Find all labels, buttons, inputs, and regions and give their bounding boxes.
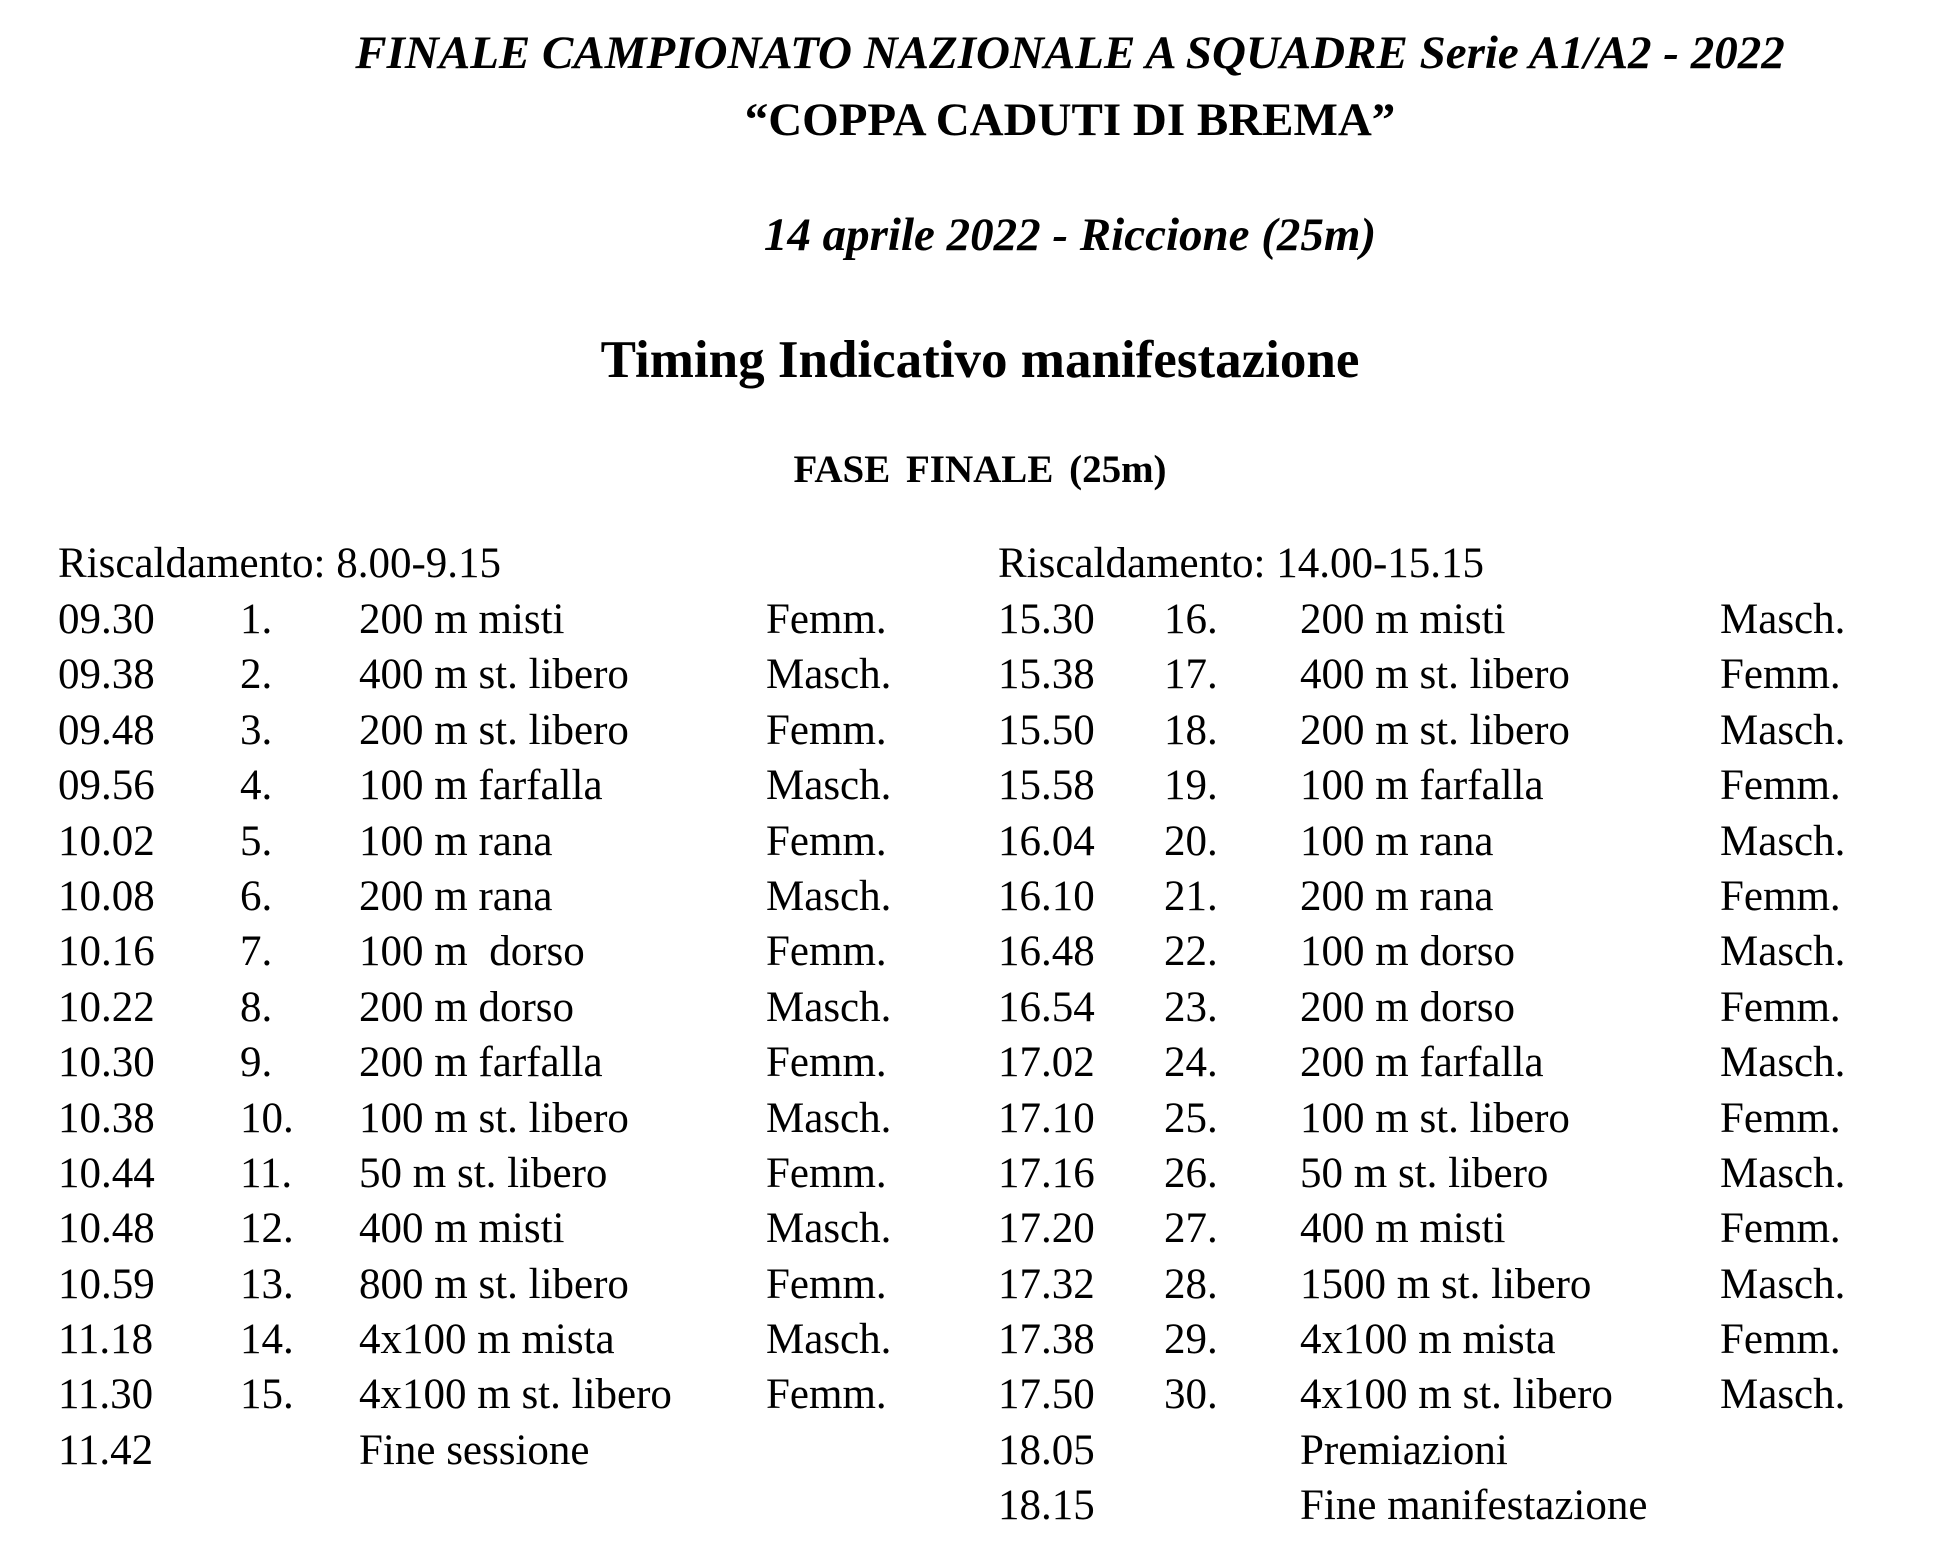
schedule-row	[58, 1201, 892, 1256]
event-name: 100 m rana	[1300, 817, 1494, 865]
event-time: 09.30	[58, 596, 155, 643]
event-category: Masch.	[1720, 1371, 1846, 1419]
schedule-row	[998, 980, 1841, 1035]
event-name: 100 m farfalla	[1300, 762, 1544, 810]
event-name: 200 m dorso	[359, 983, 574, 1031]
event-number: 3.	[240, 706, 273, 754]
schedule-row	[58, 1257, 887, 1312]
schedule-row	[58, 1312, 892, 1367]
event-number: 2.	[240, 651, 273, 699]
event-name: Fine sessione	[359, 1426, 590, 1474]
schedule-row	[58, 592, 887, 647]
event-time: 17.10	[998, 1094, 1095, 1142]
event-name: 4x100 m st. libero	[359, 1371, 672, 1419]
event-number: 19.	[1164, 762, 1218, 810]
document-title: FINALE CAMPIONATO NAZIONALE A SQUADRE Serie A1/A2 - 2022	[355, 27, 1785, 79]
event-number: 29.	[1164, 1316, 1218, 1364]
event-number: 18.	[1164, 706, 1218, 754]
schedule-row	[998, 1201, 1841, 1256]
event-name: 100 m dorso	[1300, 928, 1515, 976]
event-category: Masch.	[766, 1205, 892, 1253]
event-category: Masch.	[1720, 706, 1846, 754]
event-name: 400 m misti	[359, 1205, 565, 1253]
event-name: 100 m st. libero	[359, 1094, 629, 1142]
event-time: 09.48	[58, 706, 155, 754]
schedule-row	[58, 980, 892, 1035]
event-time: 10.59	[58, 1260, 155, 1308]
event-number: 9.	[240, 1039, 273, 1087]
event-number: 28.	[1164, 1260, 1218, 1308]
event-name: 200 m misti	[359, 596, 565, 643]
event-number: 14.	[240, 1316, 294, 1364]
event-name: 4x100 m st. libero	[1300, 1371, 1613, 1419]
event-name: 200 m farfalla	[359, 1039, 603, 1087]
event-name: 200 m misti	[1300, 596, 1506, 643]
morning-warmup: Riscaldamento: 8.00-9.15	[58, 540, 502, 587]
schedule-row	[998, 647, 1841, 702]
schedule-row	[998, 1478, 1648, 1533]
event-time: 17.16	[998, 1149, 1095, 1197]
event-number: 27.	[1164, 1205, 1218, 1253]
schedule-row	[998, 1035, 1846, 1090]
event-name: 100 m st. libero	[1300, 1094, 1570, 1142]
event-time: 10.48	[58, 1205, 155, 1253]
event-category: Masch.	[1720, 817, 1846, 865]
event-category: Femm.	[1720, 651, 1841, 699]
morning-session	[58, 536, 892, 1478]
event-time: 10.08	[58, 872, 155, 920]
schedule-row	[58, 703, 887, 758]
event-name: 200 m dorso	[1300, 983, 1515, 1031]
event-time: 17.02	[998, 1039, 1095, 1087]
cup-name: “COPPA CADUTI DI BREMA”	[744, 94, 1396, 146]
schedule-row	[998, 1423, 1508, 1478]
event-name: 400 m st. libero	[359, 651, 629, 699]
event-number: 23.	[1164, 983, 1218, 1031]
event-category: Femm.	[766, 706, 887, 754]
event-category: Masch.	[766, 872, 892, 920]
event-time: 10.44	[58, 1149, 155, 1197]
event-number: 22.	[1164, 928, 1218, 976]
event-number: 20.	[1164, 817, 1218, 865]
event-time: 18.05	[998, 1426, 1095, 1474]
event-number: 25.	[1164, 1094, 1218, 1142]
event-category: Masch.	[1720, 596, 1846, 643]
event-number: 10.	[240, 1094, 294, 1142]
event-time: 11.18	[58, 1316, 154, 1364]
schedule-row	[998, 703, 1846, 758]
event-name: 200 m rana	[1300, 872, 1494, 920]
event-time: 16.04	[998, 817, 1095, 865]
schedule-row	[998, 1312, 1841, 1367]
schedule-row	[998, 1091, 1841, 1146]
schedule-row	[58, 869, 892, 924]
event-name: Premiazioni	[1300, 1426, 1508, 1474]
event-category: Masch.	[766, 651, 892, 699]
schedule-row	[58, 1035, 887, 1090]
schedule-row	[58, 647, 892, 702]
afternoon-session	[998, 536, 1846, 1534]
event-name: 200 m farfalla	[1300, 1039, 1544, 1087]
event-number: 24.	[1164, 1039, 1218, 1087]
event-category: Femm.	[766, 596, 887, 643]
event-name: 100 m farfalla	[359, 762, 603, 810]
schedule-row	[998, 1257, 1846, 1312]
event-name: 800 m st. libero	[359, 1260, 629, 1308]
event-category: Femm.	[1720, 983, 1841, 1031]
event-name: 4x100 m mista	[359, 1316, 615, 1364]
event-time: 18.15	[998, 1482, 1095, 1530]
event-number: 7.	[240, 928, 273, 976]
event-category: Masch.	[766, 1094, 892, 1142]
event-time: 09.38	[58, 651, 155, 699]
event-category: Masch.	[766, 1316, 892, 1364]
event-time: 17.32	[998, 1260, 1095, 1308]
event-time: 09.56	[58, 762, 155, 810]
event-time: 17.20	[998, 1205, 1095, 1253]
schedule-row	[58, 1091, 892, 1146]
event-time: 10.30	[58, 1039, 155, 1087]
event-name: 100 m rana	[359, 817, 553, 865]
schedule-row	[998, 924, 1846, 979]
schedule-row	[58, 758, 892, 813]
event-time: 16.48	[998, 928, 1095, 976]
event-time: 11.42	[58, 1426, 154, 1474]
event-time: 16.10	[998, 872, 1095, 920]
event-category: Femm.	[1720, 872, 1841, 920]
event-category: Masch.	[1720, 1039, 1846, 1087]
event-number: 4.	[240, 762, 273, 810]
schedule-heading: Timing Indicativo manifestazione	[600, 331, 1360, 389]
event-name: 200 m st. libero	[1300, 706, 1570, 754]
event-time: 15.50	[998, 706, 1095, 754]
event-time: 10.38	[58, 1094, 155, 1142]
event-number: 17.	[1164, 651, 1218, 699]
schedule-row	[998, 869, 1841, 924]
date-and-venue: 14 aprile 2022 - Riccione (25m)	[763, 209, 1377, 261]
event-number: 30.	[1164, 1371, 1218, 1419]
event-name: 50 m st. libero	[1300, 1149, 1549, 1197]
event-category: Masch.	[1720, 928, 1846, 976]
event-number: 13.	[240, 1260, 294, 1308]
afternoon-schedule-list	[998, 592, 1846, 1534]
event-time: 11.30	[58, 1371, 154, 1419]
event-number: 26.	[1164, 1149, 1218, 1197]
event-name: Fine manifestazione	[1300, 1482, 1648, 1530]
event-name: 1500 m st. libero	[1300, 1260, 1592, 1308]
event-name: 200 m st. libero	[359, 706, 629, 754]
schedule-row	[58, 1423, 590, 1478]
event-number: 21.	[1164, 872, 1218, 920]
event-time: 15.58	[998, 762, 1095, 810]
event-time: 17.50	[998, 1371, 1095, 1419]
event-name: 200 m rana	[359, 872, 553, 920]
schedule-row	[998, 758, 1841, 813]
event-category: Femm.	[1720, 1094, 1841, 1142]
event-name: 400 m st. libero	[1300, 651, 1570, 699]
afternoon-warmup: Riscaldamento: 14.00-15.15	[998, 540, 1485, 587]
event-time: 10.02	[58, 817, 155, 865]
event-category: Femm.	[766, 1039, 887, 1087]
event-category: Femm.	[766, 1260, 887, 1308]
event-number: 16.	[1164, 596, 1218, 643]
schedule-row	[998, 1367, 1846, 1422]
event-number: 15.	[240, 1371, 294, 1419]
event-time: 10.16	[58, 928, 155, 976]
event-name: 400 m misti	[1300, 1205, 1506, 1253]
event-name: 100 m dorso	[359, 928, 585, 976]
schedule-row	[58, 814, 887, 869]
event-number: 12.	[240, 1205, 294, 1253]
event-category: Femm.	[766, 1149, 887, 1197]
event-category: Femm.	[766, 817, 887, 865]
event-category: Femm.	[1720, 1205, 1841, 1253]
event-category: Femm.	[766, 928, 887, 976]
event-category: Femm.	[1720, 1316, 1841, 1364]
event-category: Masch.	[1720, 1260, 1846, 1308]
schedule-row	[998, 592, 1846, 647]
event-category: Masch.	[766, 762, 892, 810]
event-category: Femm.	[1720, 762, 1841, 810]
event-category: Femm.	[766, 1371, 887, 1419]
event-number: 1.	[240, 596, 273, 643]
event-time: 15.38	[998, 651, 1095, 699]
event-time: 15.30	[998, 596, 1095, 643]
event-time: 16.54	[998, 983, 1095, 1031]
event-number: 11.	[240, 1149, 293, 1197]
phase-title: FASE FINALE (25m)	[793, 448, 1167, 491]
event-number: 6.	[240, 872, 273, 920]
event-name: 50 m st. libero	[359, 1149, 608, 1197]
schedule-row	[58, 1146, 887, 1201]
schedule-row	[998, 1146, 1846, 1201]
event-category: Masch.	[766, 983, 892, 1031]
schedule-row	[998, 814, 1846, 869]
event-category: Masch.	[1720, 1149, 1846, 1197]
event-number: 5.	[240, 817, 273, 865]
event-time: 17.38	[998, 1316, 1095, 1364]
schedule-row	[58, 924, 887, 979]
schedule-row	[58, 1367, 887, 1422]
event-number: 8.	[240, 983, 273, 1031]
event-name: 4x100 m mista	[1300, 1316, 1556, 1364]
morning-schedule-list	[58, 592, 892, 1478]
event-time: 10.22	[58, 983, 155, 1031]
